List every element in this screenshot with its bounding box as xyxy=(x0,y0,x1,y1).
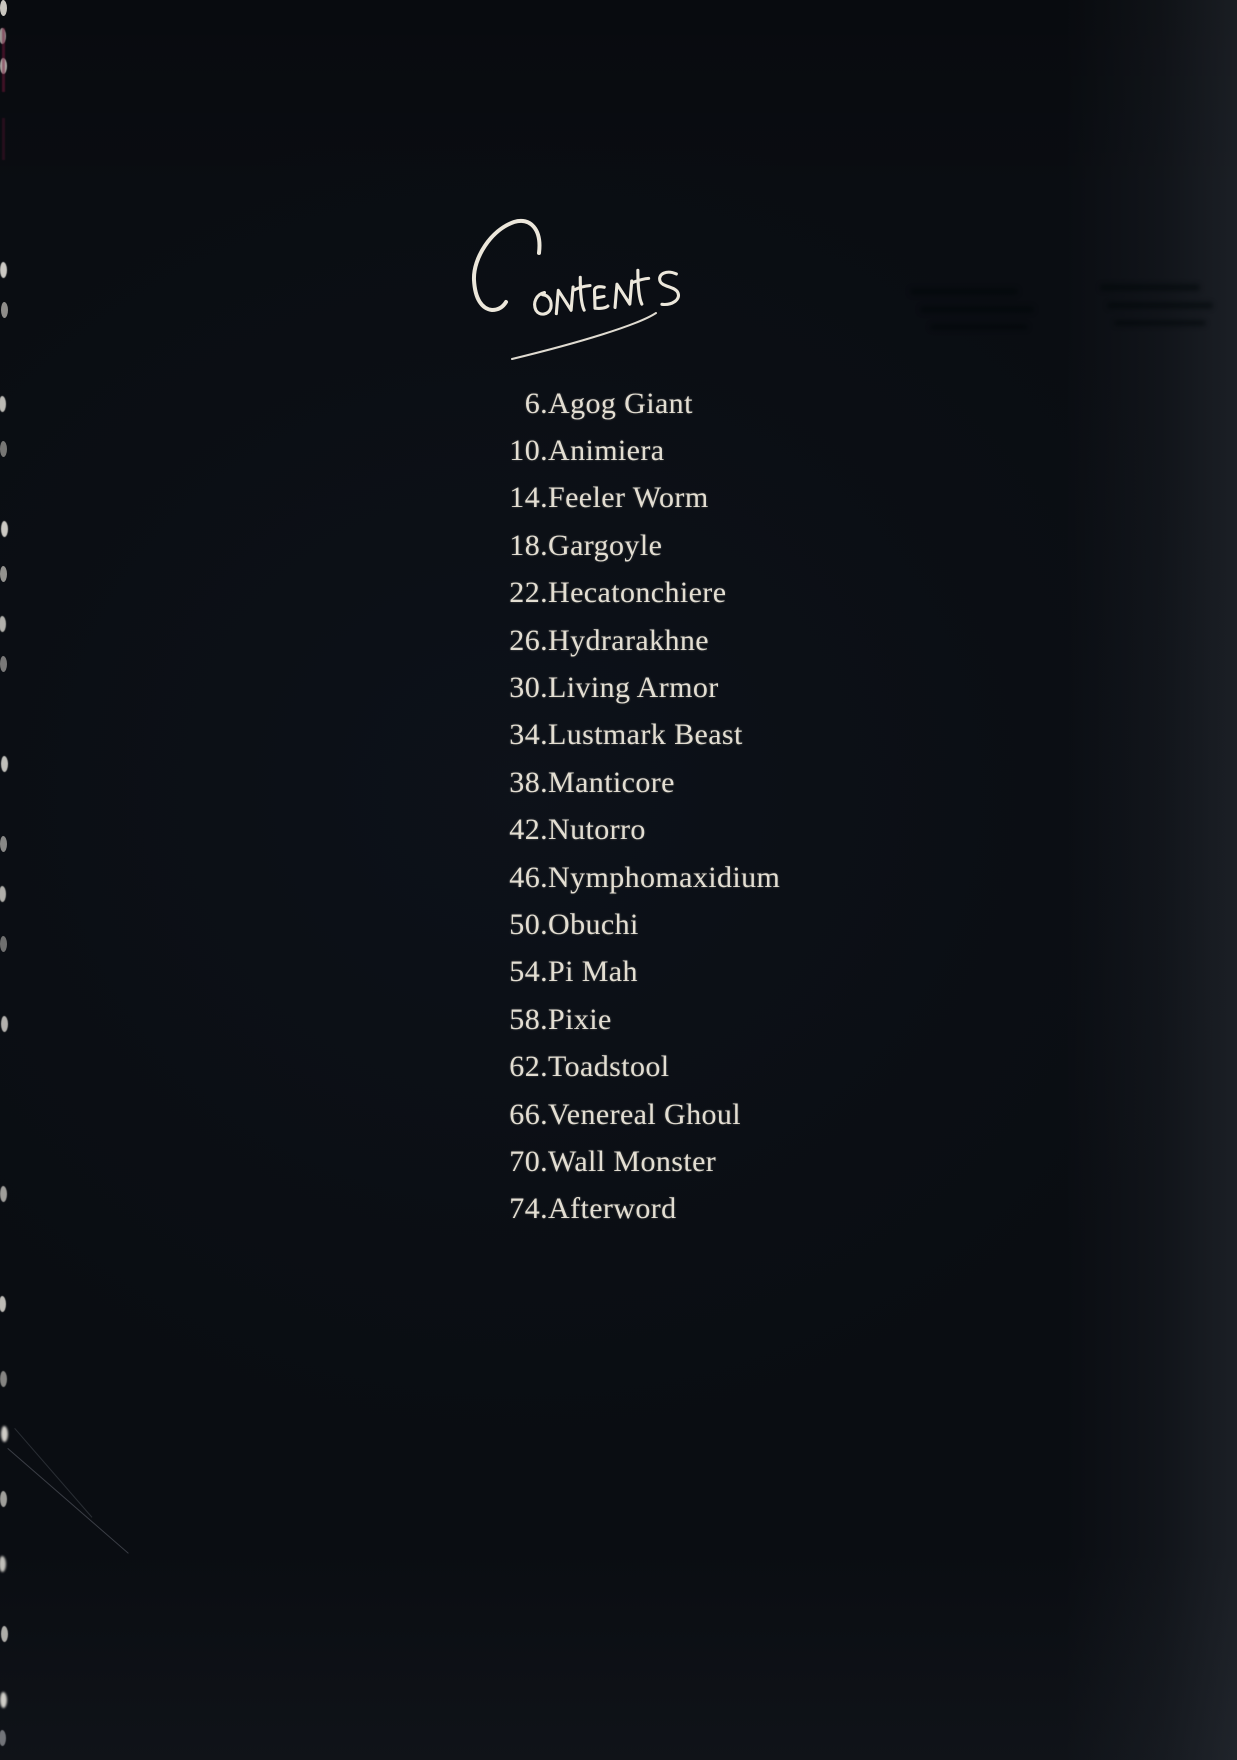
entry-page-number: 10. xyxy=(509,434,548,468)
contents-entry xyxy=(470,1186,780,1233)
entry-title: Animiera xyxy=(548,434,665,468)
entry-title: Gargoyle xyxy=(548,528,663,562)
entry-page-number: 62. xyxy=(509,1050,548,1084)
contents-entry xyxy=(470,570,780,617)
bleedthrough-lines xyxy=(900,280,1230,340)
contents-entry xyxy=(470,1138,780,1185)
page-edge-color-fringe xyxy=(2,118,5,160)
contents-entry xyxy=(470,996,780,1043)
entry-page-number: 58. xyxy=(509,1002,548,1036)
entry-page-number: 22. xyxy=(509,576,548,610)
contents-entry xyxy=(470,949,780,996)
entry-page-number: 30. xyxy=(509,671,548,705)
contents-title xyxy=(428,196,728,366)
entry-title: Toadstool xyxy=(548,1050,670,1084)
entry-title: Agog Giant xyxy=(548,386,693,420)
contents-entry xyxy=(470,522,780,569)
entry-page-number: 70. xyxy=(509,1144,548,1178)
scratch-mark xyxy=(7,1448,128,1554)
contents-entry xyxy=(470,901,780,948)
contents-entry xyxy=(470,617,780,664)
entry-title: Hydrarakhne xyxy=(548,623,709,657)
contents-entry xyxy=(470,427,780,474)
entry-title: Afterword xyxy=(548,1192,677,1226)
entry-title: Wall Monster xyxy=(548,1144,717,1178)
entry-page-number: 14. xyxy=(509,481,548,515)
entry-page-number: 18. xyxy=(509,528,548,562)
page-edge-color-fringe xyxy=(2,28,5,92)
entry-title: Manticore xyxy=(548,765,675,799)
contents-list xyxy=(470,380,780,1233)
contents-entry xyxy=(470,475,780,522)
entry-title: Venereal Ghoul xyxy=(548,1097,742,1131)
entry-title: Lustmark Beast xyxy=(548,718,743,752)
entry-page-number: 38. xyxy=(509,765,548,799)
contents-entry xyxy=(470,712,780,759)
entry-page-number: 74. xyxy=(509,1192,548,1226)
paper-edge-specks xyxy=(0,0,7,16)
entry-page-number: 50. xyxy=(509,907,548,941)
entry-title: Nymphomaxidium xyxy=(548,860,781,894)
contents-entry xyxy=(470,1091,780,1138)
entry-page-number: 42. xyxy=(509,813,548,847)
contents-entry xyxy=(470,664,780,711)
entry-page-number: 6. xyxy=(524,386,548,420)
entry-page-number: 66. xyxy=(509,1097,548,1131)
entry-page-number: 54. xyxy=(509,955,548,989)
entry-title: Hecatonchiere xyxy=(548,576,727,610)
entry-page-number: 26. xyxy=(509,623,548,657)
contents-entry xyxy=(470,380,780,427)
contents-entry xyxy=(470,854,780,901)
entry-page-number: 34. xyxy=(509,718,548,752)
scratch-mark xyxy=(14,1428,92,1518)
entry-title: Obuchi xyxy=(548,907,639,941)
contents-entry xyxy=(470,759,780,806)
contents-script-lettering xyxy=(474,221,679,359)
contents-entry xyxy=(470,807,780,854)
entry-page-number: 46. xyxy=(509,860,548,894)
entry-title: Pixie xyxy=(548,1002,612,1036)
contents-entry xyxy=(470,1043,780,1090)
entry-title: Feeler Worm xyxy=(548,481,709,515)
entry-title: Pi Mah xyxy=(548,955,638,989)
entry-title: Nutorro xyxy=(548,813,646,847)
entry-title: Living Armor xyxy=(548,671,719,705)
